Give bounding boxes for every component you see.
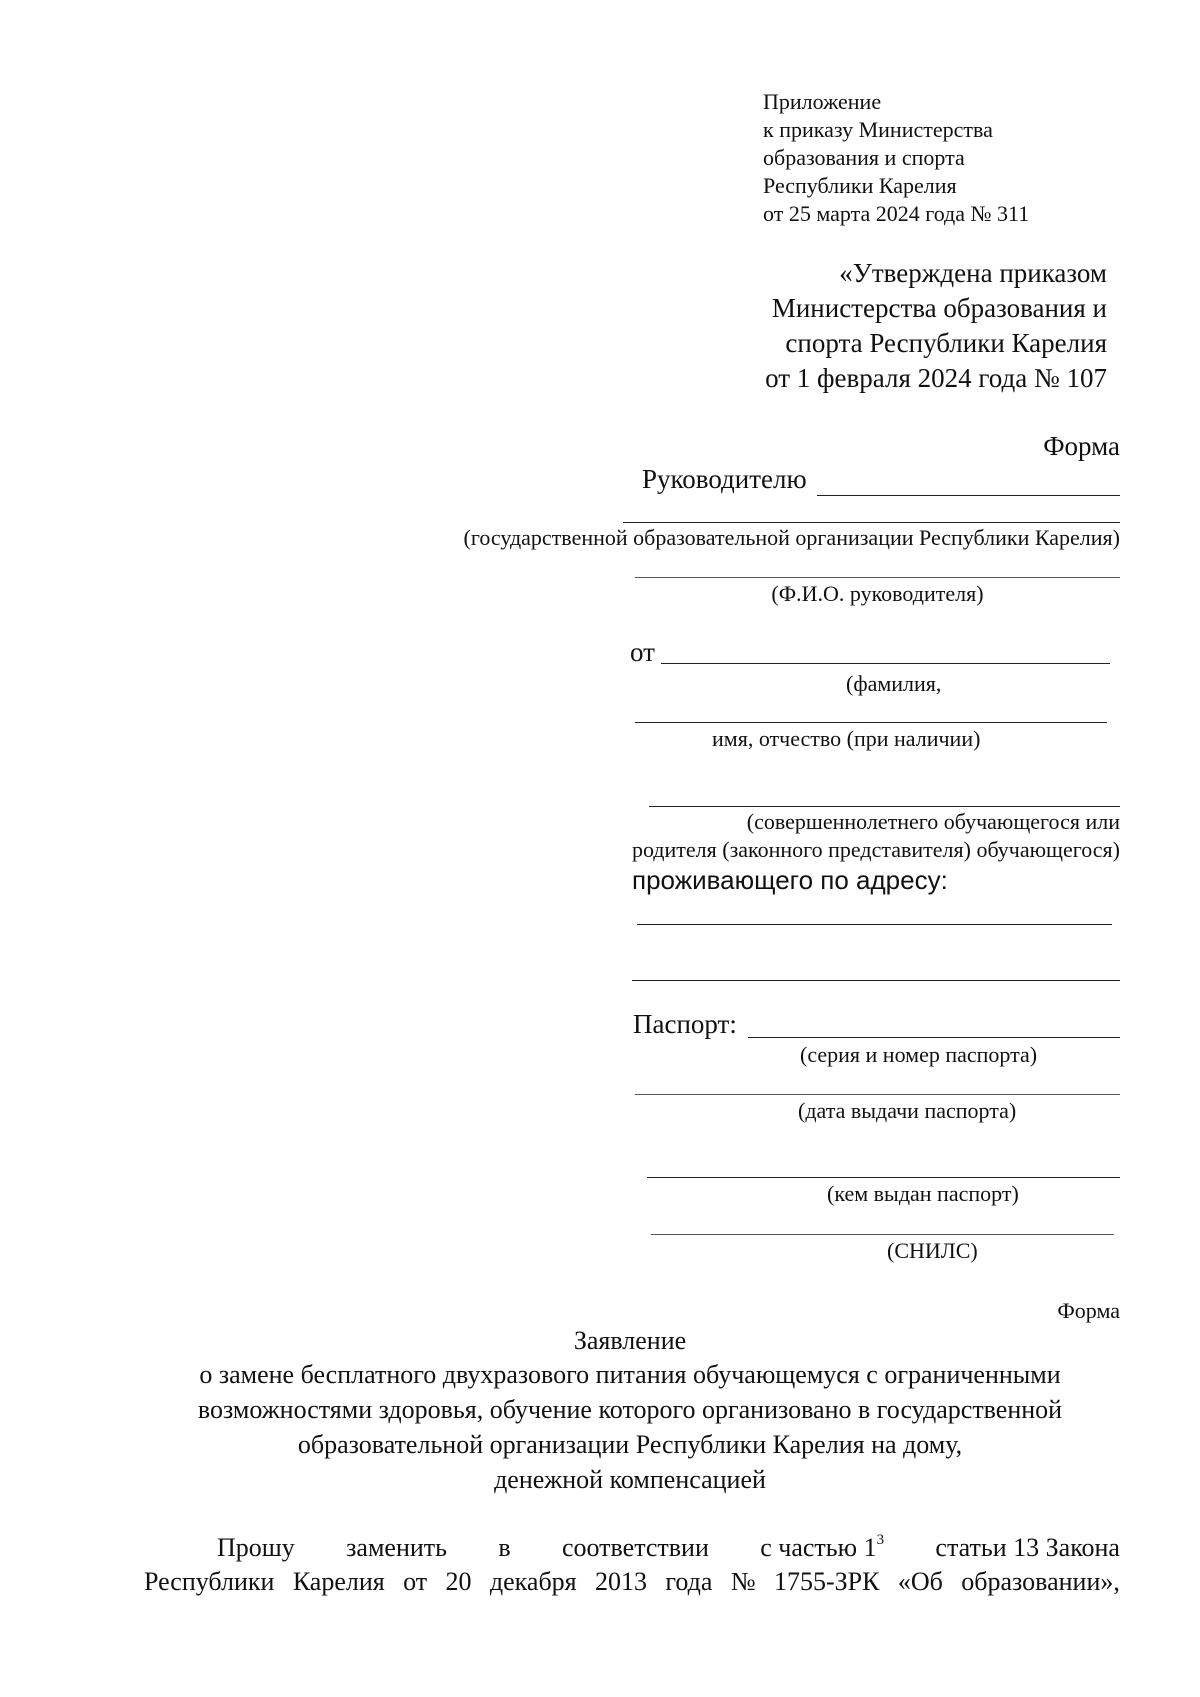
body-word: Карелия	[292, 1567, 385, 1596]
organization-caption: (государственной образовательной организации Республики Карелия)	[463, 525, 1120, 550]
director-fio-caption: (Ф.И.О. руководителя)	[771, 581, 984, 606]
organization-field[interactable]	[623, 522, 1120, 523]
passport-label: Паспорт:	[633, 1009, 737, 1039]
name-patronymic-field[interactable]	[635, 722, 1107, 723]
statement-subtitle-line-1: о замене бесплатного двухразового питания обучающемуся с ограниченными	[199, 1360, 1061, 1389]
form-label-bottom: Форма	[1057, 1298, 1120, 1323]
body-line-1	[217, 1534, 1120, 1563]
passport-date-field[interactable]	[635, 1094, 1120, 1095]
director-name-field[interactable]	[817, 495, 1120, 496]
body-word: «Об	[897, 1567, 943, 1596]
from-label: от	[630, 637, 655, 667]
statement-subtitle-line-4: денежной компенсацией	[494, 1465, 766, 1494]
approval-block	[765, 256, 1107, 396]
body-word-with-superscript	[760, 1534, 884, 1563]
appendix-line-4: Республики Карелия	[763, 173, 957, 198]
body-word: 20	[445, 1567, 472, 1596]
body-word: Прошу	[217, 1533, 295, 1562]
to-director-label: Руководителю	[642, 464, 807, 494]
body-word: соответствии	[561, 1533, 709, 1562]
address-label: проживающего по адресу:	[632, 865, 948, 895]
body-line-2	[144, 1568, 1120, 1597]
passport-number-caption: (серия и номер паспорта)	[800, 1042, 1038, 1067]
appendix-line-2: к приказу Министерства	[763, 117, 993, 142]
appendix-line-3: образования и спорта	[763, 145, 965, 170]
body-word: от	[403, 1567, 428, 1596]
body-word: Республики	[144, 1567, 275, 1596]
passport-issuer-caption: (кем выдан паспорт)	[827, 1181, 1019, 1206]
body-word: образовании»,	[961, 1567, 1120, 1596]
surname-field[interactable]	[661, 663, 1110, 664]
body-word: года	[665, 1567, 713, 1596]
body-word: №	[730, 1567, 756, 1596]
approval-line-2: Министерства образования и	[771, 293, 1107, 323]
body-word: заменить	[346, 1533, 447, 1562]
body-word: 1755-ЗРК	[774, 1567, 880, 1596]
approval-line-4: от 1 февраля 2024 года № 107	[765, 363, 1107, 393]
passport-issuer-field[interactable]	[647, 1177, 1120, 1178]
applicant-caption-1: (совершеннолетнего обучающегося или	[746, 809, 1120, 834]
address-field-1[interactable]	[637, 924, 1112, 925]
passport-date-caption: (дата выдачи паспорта)	[798, 1098, 1017, 1123]
statement-subtitle-line-2: возможностями здоровья, обучение которого организовано в государственной	[197, 1395, 1063, 1424]
body-word: с частью 1	[760, 1533, 877, 1562]
statement-subtitle-line-3: образовательной организации Республики Карелия на дому,	[297, 1430, 963, 1459]
approval-line-1: «Утверждена приказом	[839, 258, 1107, 288]
body-superscript: 3	[876, 1532, 885, 1549]
applicant-caption-2: родителя (законного представителя) обучающегося)	[631, 837, 1120, 862]
snils-caption: (СНИЛС)	[887, 1238, 978, 1263]
body-word: 2013	[595, 1567, 648, 1596]
applicant-field[interactable]	[649, 806, 1120, 807]
surname-caption: (фамилия,	[846, 671, 942, 696]
form-label-top: Форма	[1043, 431, 1120, 461]
director-fio-field[interactable]	[635, 577, 1120, 578]
body-word: статьи 13 Закона	[935, 1533, 1120, 1562]
appendix-line-1: Приложение	[763, 89, 882, 114]
body-word: декабря	[489, 1567, 577, 1596]
approval-line-3: спорта Республики Карелия	[785, 328, 1107, 358]
body-word: в	[498, 1533, 511, 1562]
statement-title: Заявление	[573, 1326, 687, 1355]
address-field-2[interactable]	[632, 980, 1120, 981]
appendix-line-5: от 25 марта 2024 года № 311	[763, 201, 1030, 226]
snils-field[interactable]	[651, 1234, 1114, 1235]
name-caption: имя, отчество (при наличии)	[712, 726, 981, 751]
passport-number-field[interactable]	[748, 1037, 1120, 1038]
